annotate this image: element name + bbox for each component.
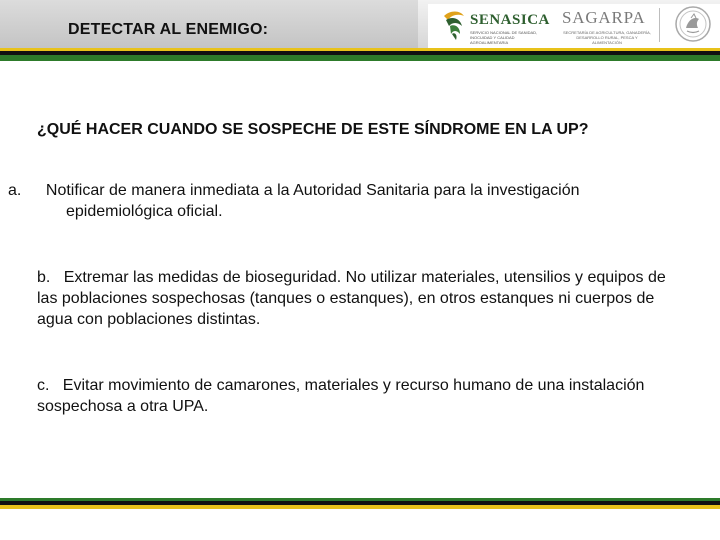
sagarpa-subtitle: SECRETARÍA DE AGRICULTURA, GANADERÍA, DESARROLLO RURAL, PESCA Y ALIMENTACIÓN: [563, 30, 651, 45]
bottom-stripe-yellow: [0, 505, 720, 509]
list-item: a. Notificar de manera inmediata a la Autoridad Sanitaria para la investigación epidemiológica oficial.: [8, 182, 580, 220]
item-text: Notificar de manera inmediata a la Autoridad Sanitaria para la investigación epidemiológica oficial.: [45, 182, 580, 220]
senasica-subtitle: SERVICIO NACIONAL DE SANIDAD, INOCUIDAD Y CALIDAD AGROALIMENTARIA: [470, 30, 538, 45]
slide-content: [8, 119, 687, 415]
list-item: [37, 267, 687, 330]
item-text: Extremar las medidas de bioseguridad. No utilizar materiales, utensilios y equipos de las poblaciones sospechosas (tanques o estanques), en otros estanques ni cuerpos de agua con poblaciones distintas.: [37, 269, 666, 328]
item-text: Evitar movimiento de camarones, materiales y recurso humano de una instalación sospechosa a otra UPA.: [37, 377, 645, 415]
sagarpa-wordmark: SAGARPA: [562, 8, 646, 27]
item-letter: c.: [37, 377, 50, 394]
senasica-wordmark: SENASICA: [470, 12, 550, 28]
top-stripe-green: [0, 55, 720, 61]
logo-divider: [659, 8, 660, 42]
page-title: DETECTAR AL ENEMIGO:: [68, 21, 269, 38]
sagarpa-logo: [562, 8, 652, 48]
item-letter: b.: [37, 269, 51, 286]
question-heading: ¿QUÉ HACER CUANDO SE SOSPECHE DE ESTE SÍNDROME EN LA UP?: [37, 121, 589, 138]
senasica-logo: [440, 6, 550, 44]
senasica-emblem-icon: [440, 8, 468, 42]
list-item: [37, 375, 687, 417]
mexico-coat-of-arms-icon: [672, 4, 714, 44]
